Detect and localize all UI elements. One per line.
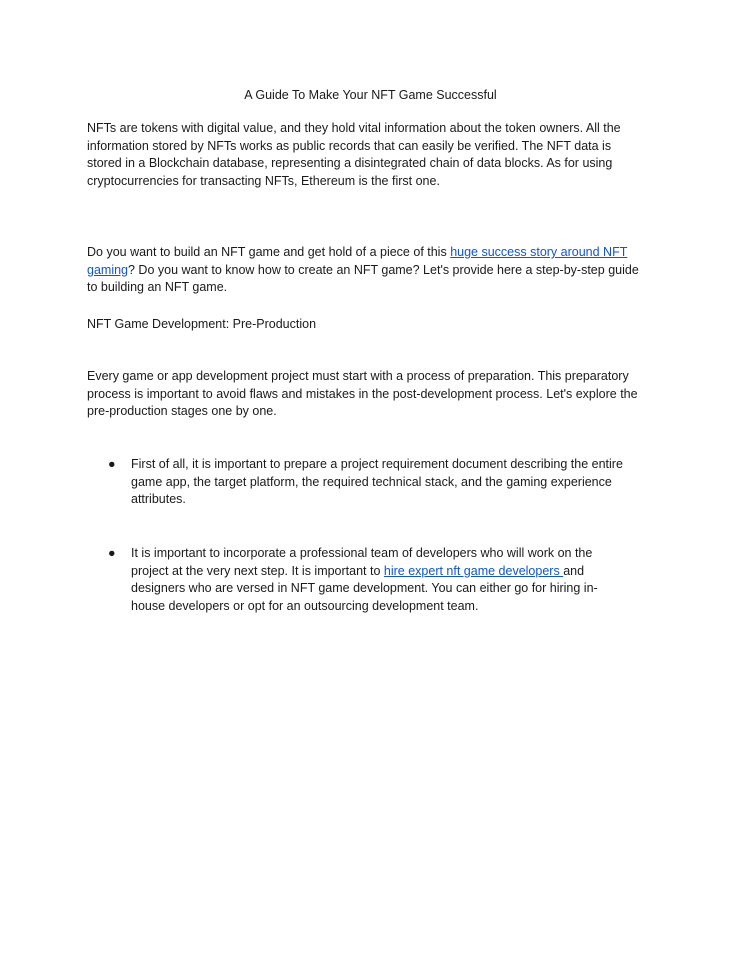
bullet-team-text-before: It is important to incorporate a professional team of developers who will work on the project at the very next step. It is important to xyxy=(131,546,593,578)
question-paragraph xyxy=(87,244,647,297)
question-text-before: Do you want to build an NFT game and get hold of a piece of this xyxy=(87,245,451,259)
bullet-marker: ● xyxy=(108,546,116,560)
section-heading: NFT Game Development: Pre-Production xyxy=(87,317,317,331)
bullet-item-requirements: First of all, it is important to prepare a project requirement document describing the entire game app, the target platform, the required technical stack, and the gaming experience attributes. xyxy=(131,457,623,507)
question-text-after: ? Do you want to know how to create an NFT game? Let's provide here a step-by-step guide to building an NFT game. xyxy=(87,262,639,295)
nft-gaming-success-link[interactable]: huge success story around NFT gaming xyxy=(87,245,628,277)
preproduction-paragraph: Every game or app development project must start with a process of preparation. This preparatory process is important to avoid flaws and mistakes in the post-development process. Let's explore the pre-production stages one by one. xyxy=(87,369,638,419)
bullet-team-text-after: and designers who are versed in NFT game development. You can either go for hiring in-house developers or opt for an outsourcing development team. xyxy=(131,563,598,613)
hire-nft-developers-link[interactable]: hire expert nft game developers xyxy=(383,563,564,578)
bullet-marker: ● xyxy=(108,457,116,471)
bullet-item-team xyxy=(131,545,621,615)
page-title: A Guide To Make Your NFT Game Successful xyxy=(244,88,497,102)
intro-paragraph: NFTs are tokens with digital value, and they hold vital information about the token owners. All the information stored by NFTs works as public records that can easily be verified. The NFT data is stored in a Blockchain database, representing a disintegrated chain of data blocks. As for using cryptocurrencies for transacting NFTs, Ethereum is the first one. xyxy=(87,121,621,188)
